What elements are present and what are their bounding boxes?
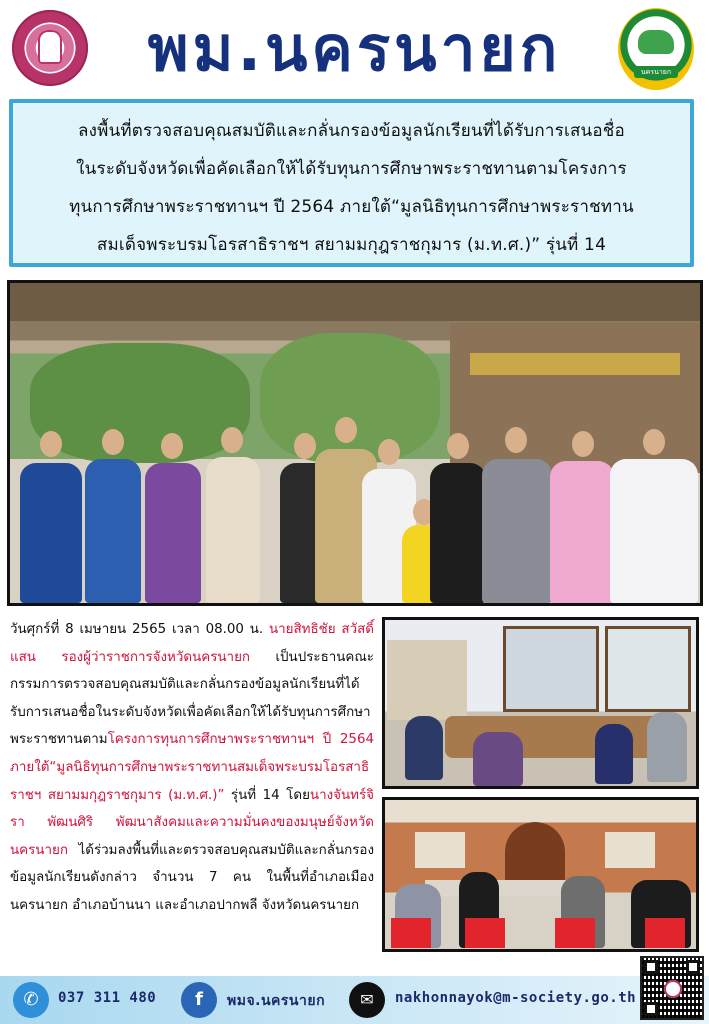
page-title: พม.นครนายก xyxy=(147,12,562,85)
article-chairperson: นายสิทธิชัย สวัสดิ์แสน รองผู้ว่าราชการจังหวัดนครนายก xyxy=(10,622,374,665)
headline-line-4: สมเด็จพระบรมโอรสาธิราชฯ สยามมกุฎราชกุมาร (ม.ท.ศ.)” รุ่นที่ 14 xyxy=(96,235,607,255)
article-date-text: วันศุกร์ที่ 8 เมษายน 2565 เวลา 08.00 น. xyxy=(10,622,269,637)
headline-line-2: ในระดับจังหวัดเพื่อคัดเลือกให้ได้รับทุนการศึกษาพระราชทานตามโครงการ xyxy=(76,159,627,179)
article-body xyxy=(10,616,374,920)
headline-line-3: ทุนการศึกษาพระราชทานฯ ปี 2564 ภายใต้“มูลนิธิทุนการศึกษาพระราชทาน xyxy=(69,197,634,217)
group-photo xyxy=(7,280,703,606)
headline-line-1: ลงพื้นที่ตรวจสอบคุณสมบัติและกลั่นกรองข้อมูลนักเรียนที่ได้รับการเสนอชื่อ xyxy=(78,121,625,141)
facebook-icon: f xyxy=(181,982,217,1018)
qr-code xyxy=(640,956,704,1020)
article-text-3: ได้ร่วมลงพื้นที่และตรวจสอบคุณสมบัติและกลั่นกรองข้อมูลนักเรียนดังกล่าว จำนวน 7 คน ในพื้นที่อำเภอเมืองนครนายก อำเภอบ้านนา และอำเภอปากพลี จังหวัดนครนายก xyxy=(10,842,374,913)
headline-box xyxy=(9,99,694,267)
article-project-name: โครงการทุนการศึกษาพระราชทานฯ ปี 2564 ภายใต้“มูลนิธิทุนการศึกษาพระราชทานสมเด็จพระบรมโอรสาธิราชฯ สยามมกุฎราชกุมาร (ม.ท.ศ.)” xyxy=(10,732,374,803)
qr-center-logo xyxy=(664,980,682,998)
footer-email: nakhonnayok@m-society.go.th xyxy=(395,990,637,1006)
page-header xyxy=(0,0,709,98)
province-elephant-logo xyxy=(618,8,694,90)
phone-icon: ✆ xyxy=(13,982,49,1018)
article-text-1: เป็นประธานคณะกรรมการตรวจสอบคุณสมบัติและกลั่นกรองข้อมูลนักเรียนที่ได้รับการเสนอชื่อในระดับจังหวัดเพื่อคัดเลือกให้ได้รับทุนการศึกษาพระราชทานตาม xyxy=(10,649,374,748)
article-official-name: นางจันทร์จิรา พัฒนศิริ พัฒนาสังคมและความมั่นคงของมนุษย์จังหวัดนครนายก xyxy=(10,787,374,858)
article-text-2: รุ่นที่ 14 โดย xyxy=(224,787,310,803)
meeting-room-photo xyxy=(382,617,699,789)
contact-footer xyxy=(0,976,709,1024)
home-visit-photo xyxy=(382,797,699,952)
mail-icon: ✉ xyxy=(349,982,385,1018)
province-logo-label: นครนายก xyxy=(634,66,678,78)
footer-facebook: พมจ.นครนายก xyxy=(227,993,326,1009)
footer-phone: 037 311 480 xyxy=(58,990,157,1006)
